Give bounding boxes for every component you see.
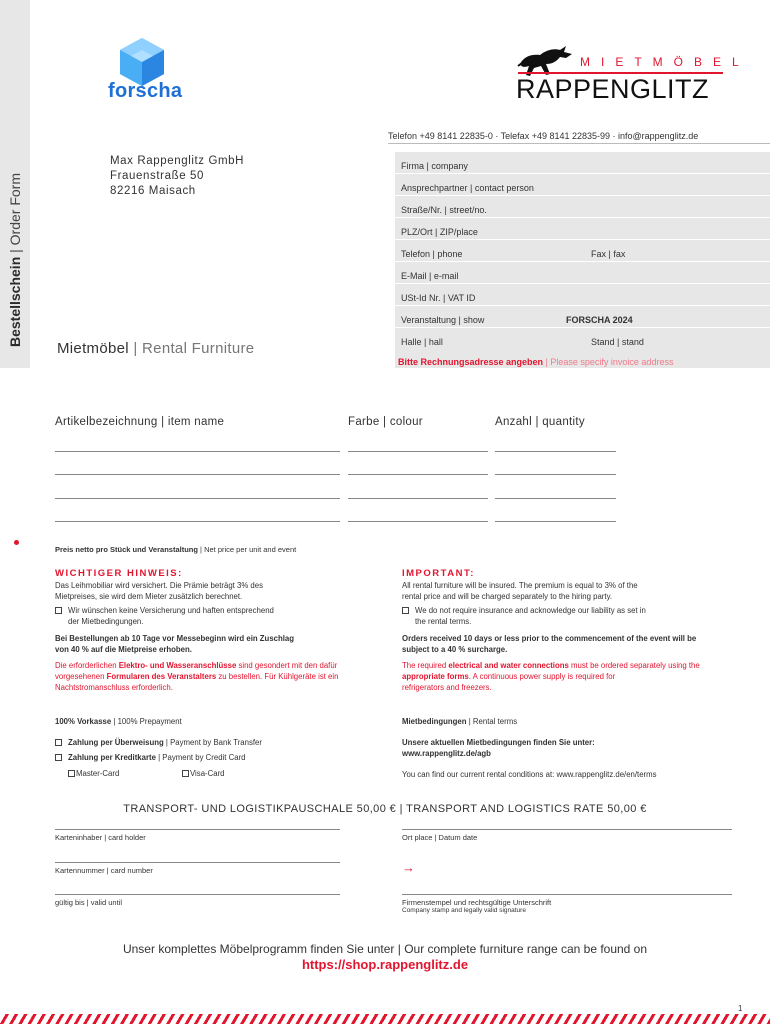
place-date-label: Ort place | Datum date bbox=[402, 833, 478, 842]
page-number: 1 bbox=[738, 1004, 743, 1013]
visa-option[interactable]: Visa-Card bbox=[182, 768, 225, 779]
hall-stand-field[interactable]: Halle | hall Stand | stand bbox=[401, 337, 644, 347]
bottom-stripe bbox=[0, 1014, 770, 1024]
checkbox[interactable] bbox=[182, 770, 189, 777]
quantity-input[interactable] bbox=[495, 521, 616, 522]
colour-input[interactable] bbox=[348, 451, 488, 452]
column-header-colour: Farbe | colour bbox=[348, 416, 423, 428]
vat-field[interactable]: USt-Id Nr. | VAT ID bbox=[395, 284, 770, 306]
price-note: Preis netto pro Stück und Veranstaltung | Net price per unit and event bbox=[55, 545, 297, 554]
no-insurance-option-en[interactable]: We do not require insurance and acknowledge our liability as set in the rental terms. bbox=[402, 605, 646, 627]
colour-input[interactable] bbox=[348, 474, 488, 475]
insurance-text-en: All rental furniture will be insured. The premium is equal to 3% of the rental price and will be charged separately to the hiring party. bbox=[402, 581, 638, 601]
place-date-input[interactable] bbox=[402, 829, 732, 830]
bank-transfer-option[interactable]: Zahlung per Überweisung | Payment by Bank Transfer bbox=[55, 737, 262, 748]
checkbox[interactable] bbox=[55, 739, 62, 746]
rental-terms-en: You can find our current rental conditions at: www.rappenglitz.de/en/terms bbox=[402, 770, 657, 779]
quantity-input[interactable] bbox=[495, 498, 616, 499]
zip-field[interactable]: PLZ/Ort | ZIP/place bbox=[395, 218, 770, 240]
street-field[interactable]: Straße/Nr. | street/no. bbox=[395, 196, 770, 218]
signature-label: Firmenstempel und rechtsgültige Unterschrift bbox=[402, 898, 552, 907]
item-name-input[interactable] bbox=[55, 474, 340, 475]
insurance-text-de: Das Leihmobiliar wird versichert. Die Prämie beträgt 3% des Mietpreises, sie wird dem Mieter zusätzlich berechnet. bbox=[55, 581, 263, 601]
valid-until-label: gültig bis | valid until bbox=[55, 898, 122, 907]
prepayment-note: 100% Vorkasse | 100% Prepayment bbox=[55, 717, 182, 726]
connections-text-de: Die erforderlichen Elektro- und Wasseranschlüsse sind gesondert mit den dafür vorgesehenen Formularen des Veranstalters zu bestellen. Für Kühlgeräte ist ein Nachtstromanschluss erforderlich. bbox=[55, 661, 339, 692]
arrow-right-icon: → bbox=[402, 860, 415, 875]
connections-text-en: The required electrical and water connections must be ordered separately using the appropriate forms. A continuous power supply is required for refrigerators and freezers. bbox=[402, 661, 700, 692]
mastercard-option[interactable]: Master-Card bbox=[68, 768, 119, 779]
item-name-input[interactable] bbox=[55, 498, 340, 499]
card-holder-label: Karteninhaber | card holder bbox=[55, 833, 146, 842]
item-name-input[interactable] bbox=[55, 451, 340, 452]
shop-link[interactable]: https://shop.rappenglitz.de bbox=[301, 957, 469, 972]
address-city: 82216 Maisach bbox=[110, 185, 196, 197]
mietmoebel-logo-text: MIETMÖBEL bbox=[580, 55, 750, 69]
email-field[interactable]: E-Mail | e-mail bbox=[395, 262, 770, 284]
quantity-input[interactable] bbox=[495, 474, 616, 475]
checkbox[interactable] bbox=[55, 607, 62, 614]
checkbox[interactable] bbox=[55, 754, 62, 761]
colour-input[interactable] bbox=[348, 498, 488, 499]
rental-terms-de: Unsere aktuellen Mietbedingungen finden Sie unter: www.rappenglitz.de/agb bbox=[402, 738, 595, 758]
column-header-item: Artikelbezeichnung | item name bbox=[55, 416, 225, 428]
forscha-logo-text: forscha bbox=[108, 80, 183, 102]
billing-note: Bitte Rechnungsadresse angeben | Please specify invoice address bbox=[398, 357, 674, 367]
hexagon-cube-icon bbox=[112, 36, 172, 86]
address-street: Frauenstraße 50 bbox=[110, 170, 205, 182]
signature-label-en: Company stamp and legally valid signature bbox=[402, 907, 526, 914]
card-number-input[interactable] bbox=[55, 862, 340, 863]
company-field[interactable]: Firma | company bbox=[395, 152, 770, 174]
footer-text: Unser komplettes Möbelprogramm finden Sie unter | Our complete furniture range can be found on bbox=[122, 942, 648, 956]
order-form-sidebar bbox=[0, 0, 30, 368]
bullet-dot bbox=[14, 540, 19, 545]
card-holder-input[interactable] bbox=[55, 829, 340, 830]
important-heading-en: IMPORTANT: bbox=[402, 568, 475, 579]
valid-until-input[interactable] bbox=[55, 894, 340, 895]
item-name-input[interactable] bbox=[55, 521, 340, 522]
rappenglitz-logo-text: RAPPENGLITZ bbox=[516, 74, 710, 104]
surcharge-text-en: Orders received 10 days or less prior to the commencement of the event will be subject to a 40 % surcharge. bbox=[402, 634, 697, 654]
no-insurance-option-de[interactable]: Wir wünschen keine Versicherung und haften entsprechend der Mietbedingungen. bbox=[55, 605, 274, 627]
column-header-quantity: Anzahl | quantity bbox=[495, 416, 585, 428]
contact-divider bbox=[388, 143, 770, 144]
transport-rate: TRANSPORT- UND LOGISTIKPAUSCHALE 50,00 € | TRANSPORT AND LOGISTICS RATE 50,00 € bbox=[123, 803, 647, 815]
credit-card-option[interactable]: Zahlung per Kreditkarte | Payment by Credit Card bbox=[55, 752, 246, 763]
surcharge-text-de: Bei Bestellungen ab 10 Tage vor Messebeginn wird ein Zuschlag von 40 % auf die Mietpreise erhoben. bbox=[55, 634, 295, 654]
sidebar-title: Bestellschein | Order Form bbox=[7, 172, 23, 348]
card-number-label: Kartennummer | card number bbox=[55, 866, 153, 875]
important-heading-de: WICHTIGER HINWEIS: bbox=[55, 568, 183, 579]
phone-fax-field[interactable]: Telefon | phone Fax | fax bbox=[395, 240, 770, 262]
checkbox[interactable] bbox=[402, 607, 409, 614]
event-field[interactable]: Veranstaltung | show FORSCHA 2024 bbox=[395, 306, 770, 328]
contact-info: Telefon +49 8141 22835-0 · Telefax +49 8141 22835-99 · info@rappenglitz.de bbox=[388, 131, 699, 141]
contact-person-field[interactable]: Ansprechpartner | contact person bbox=[395, 174, 770, 196]
quantity-input[interactable] bbox=[495, 451, 616, 452]
terms-link[interactable]: www.rappenglitz.de/agb bbox=[402, 749, 491, 758]
checkbox[interactable] bbox=[68, 770, 75, 777]
address-company: Max Rappenglitz GmbH bbox=[110, 155, 245, 167]
colour-input[interactable] bbox=[348, 521, 488, 522]
rental-terms-heading: Mietbedingungen | Rental terms bbox=[402, 717, 518, 726]
section-title: Mietmöbel | Rental Furniture bbox=[57, 340, 255, 357]
signature-input[interactable] bbox=[402, 894, 732, 895]
